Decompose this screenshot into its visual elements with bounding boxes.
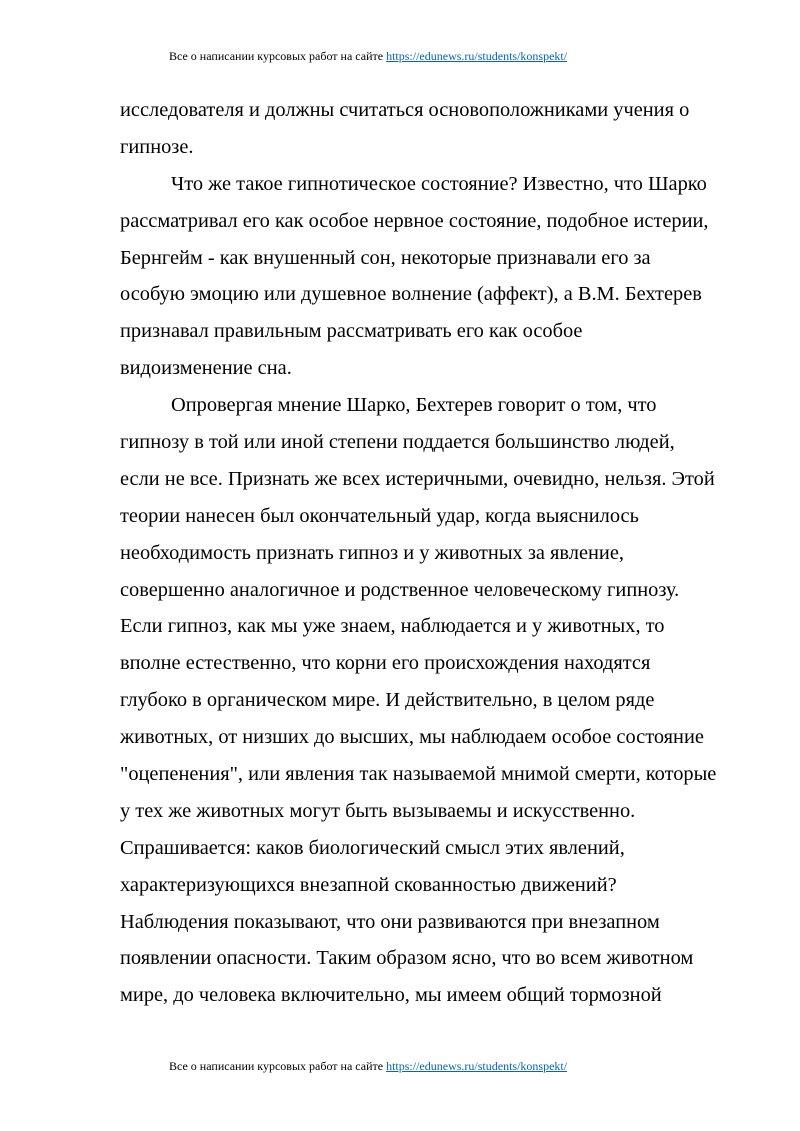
- text-line: Бернгейм - как внушенный сон, некоторые признавали его за: [120, 246, 651, 269]
- footer-link[interactable]: https://edunews.ru/students/konspekt/: [386, 1059, 568, 1073]
- footer-text: Все о написании курсовых работ на сайте: [169, 1059, 384, 1073]
- text-line: необходимость признать гипноз и у животных за явление,: [120, 541, 624, 564]
- text-line: особую эмоцию или душевное волнение (аффект), а В.М. Бехтерев: [120, 283, 702, 306]
- text-line: если не все. Признать же всех истеричными, очевидно, нельзя. Этой: [120, 467, 715, 490]
- text-line: Спрашивается: каков биологический смысл этих явлений,: [120, 836, 625, 859]
- text-line: "оцепенения", или явления так называемой мнимой смерти, которые: [120, 763, 717, 786]
- text-line: Если гипноз, как мы уже знаем, наблюдается и у животных, то: [120, 615, 665, 638]
- paragraph-start-line: Опровергая мнение Шарко, Бехтерев говорит о том, что: [171, 394, 657, 417]
- text-line: животных, от низших до высших, мы наблюдаем особое состояние: [120, 726, 704, 749]
- header-link[interactable]: https://edunews.ru/students/konspekt/: [386, 49, 568, 63]
- header-text: Все о написании курсовых работ на сайте: [169, 49, 384, 63]
- text-line: у тех же животных могут быть вызываемы и искусственно.: [120, 799, 636, 822]
- body-text: [120, 92, 760, 1014]
- page-header: [169, 49, 567, 64]
- text-line: глубоко в органическом мире. И действительно, в целом ряде: [120, 689, 655, 712]
- text-line: характеризующихся внезапной скованностью движений?: [120, 873, 617, 896]
- text-line: видоизменение сна.: [120, 357, 292, 380]
- text-line: гипнозу в той или иной степени поддается большинство людей,: [120, 431, 675, 454]
- text-line: исследователя и должны считаться основоположниками учения о: [120, 99, 690, 121]
- page-footer: [169, 1059, 567, 1074]
- text-line: мире, до человека включительно, мы имеем общий тормозной: [120, 984, 662, 1007]
- text-line: теории нанесен был окончательный удар, когда выяснилось: [120, 504, 639, 527]
- text-line: рассматривал его как особое нервное состояние, подобное истерии,: [120, 209, 709, 232]
- text-line: вполне естественно, что корни его происхождения находятся: [120, 652, 651, 675]
- paragraph-start-line: Что же такое гипнотическое состояние? Известно, что Шарко: [171, 172, 707, 195]
- text-line: Наблюдения показывают, что они развиваются при внезапном: [120, 910, 660, 933]
- text-line: признавал правильным рассматривать его как особое: [120, 320, 583, 343]
- text-line: совершенно аналогичное и родственное человеческому гипнозу.: [120, 578, 680, 601]
- text-line: гипнозе.: [120, 135, 194, 158]
- text-line: появлении опасности. Таким образом ясно, что во всем животном: [120, 947, 694, 970]
